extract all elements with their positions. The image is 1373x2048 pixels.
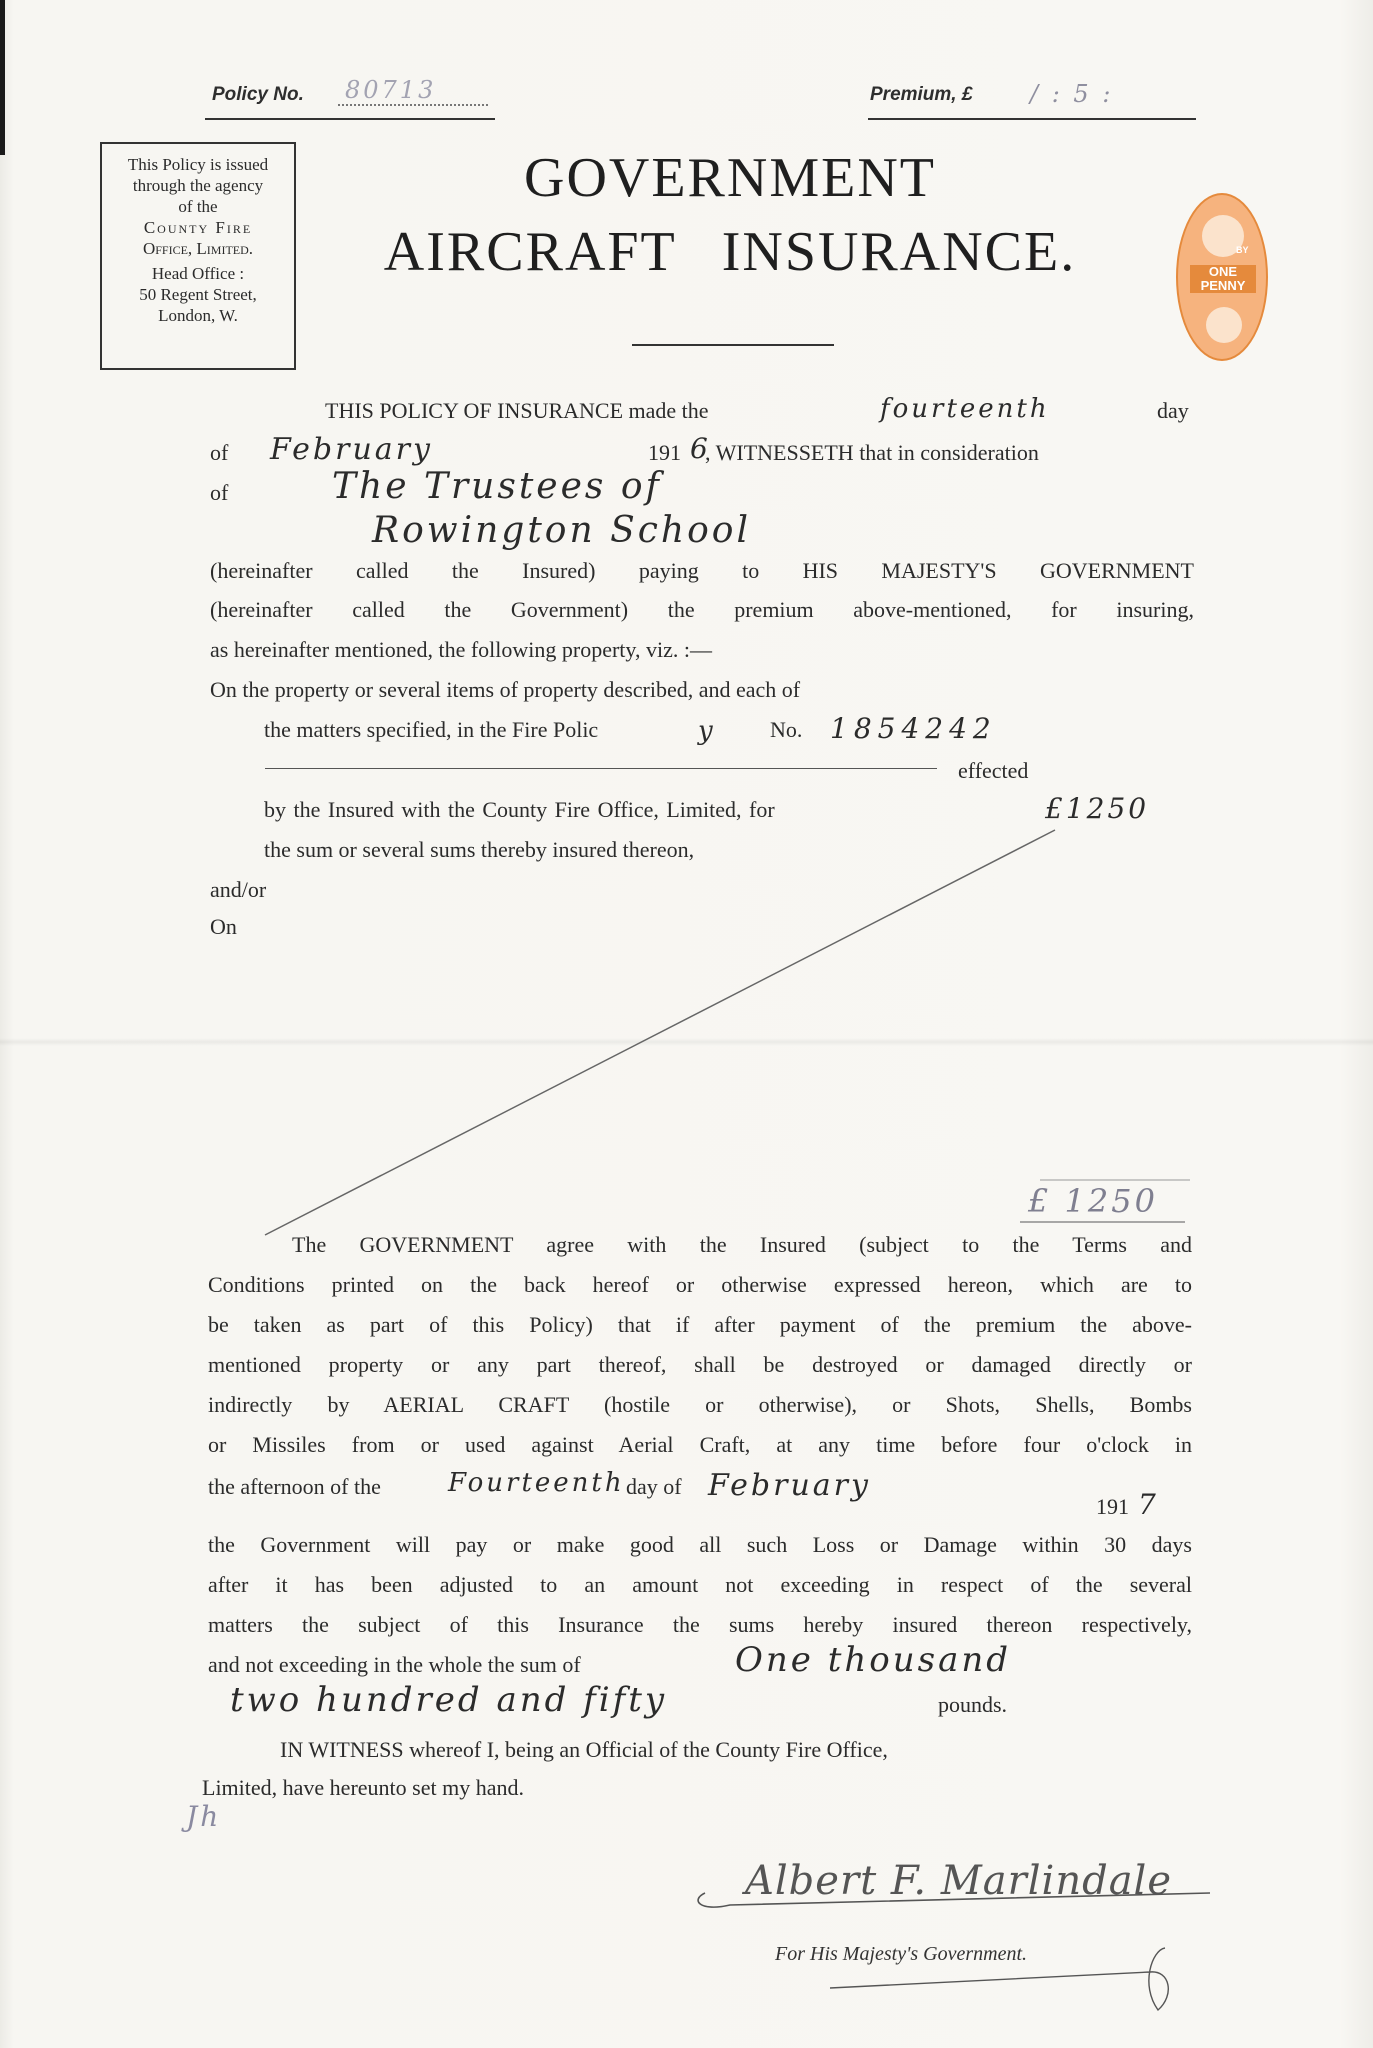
agreement-line: the Government will pay or make good all such Loss or Damage within 30 days (208, 1532, 1192, 1557)
of-label-1: of (210, 440, 229, 465)
agency-line: This Policy is issued (127, 155, 269, 174)
policy-number-label: Policy No. (212, 84, 304, 105)
on-label: On (210, 914, 237, 939)
afternoon-month-written: February (708, 1468, 871, 1503)
agreement-line: Conditions printed on the back hereof or otherwise expressed hereon, which are to (208, 1272, 1192, 1297)
month-written: February (270, 432, 433, 467)
insured-written-line2: Rowington School (372, 510, 751, 551)
agency-line: of the (178, 197, 218, 216)
afternoon-day-written: Fourteenth (448, 1468, 625, 1498)
title-line-1: GOVERNMENT (524, 147, 936, 209)
of-label-2: of (210, 480, 229, 505)
signature-underline (698, 1893, 1210, 1907)
agreement-line: indirectly by AERIAL CRAFT (hostile or otherwise), or Shots, Shells, Bombs (208, 1392, 1192, 1417)
agreement-line: The GOVERNMENT agree with the Insured (subject to the Terms and (292, 1232, 1192, 1257)
total-written: £ 1250 (1028, 1182, 1158, 1220)
agreement-line: matters the subject of this Insurance the sums hereby insured thereon respectively, (208, 1612, 1192, 1637)
witness-line-2: Limited, have hereunto set my hand. (202, 1775, 524, 1800)
policy-intro: THIS POLICY OF INSURANCE made the (325, 398, 709, 423)
year-prefix: 191 (648, 440, 681, 465)
on-property-line: On the property or several items of property described, and each of (210, 677, 801, 702)
premium-label: Premium, £ (870, 84, 973, 105)
matters-specified: the matters specified, in the Fire Polic (264, 717, 599, 742)
agency-city: London, W. (158, 306, 238, 325)
agency-line: through the agency (132, 176, 264, 195)
afternoon-prefix: the afternoon of the (208, 1474, 381, 1499)
insured-with-company-text: by the Insured with the County Fire Office, Limited, for (264, 797, 775, 822)
insured-definition: (hereinafter called the Insured) paying to HIS MAJESTY'S GOVERNMENT (210, 558, 1194, 583)
initials-mark: Jh (186, 1800, 222, 1833)
afternoon-day-of: day of (626, 1474, 682, 1499)
government-label: For His Majesty's Government. (775, 1943, 1028, 1965)
agreement-line: or Missiles from or used against Aerial Craft, at any time before four o'clock in (208, 1432, 1192, 1457)
property-intro: as hereinafter mentioned, the following property, viz. :— (210, 637, 712, 662)
fire-policy-no-label: No. (770, 717, 803, 742)
agreement-line: after it has been adjusted to an amount not exceeding in respect of the several (208, 1572, 1192, 1597)
witness-line-1-text: IN WITNESS whereof I, being an Official of the County Fire Office, (280, 1737, 888, 1762)
sum-written: £1250 (1045, 792, 1150, 825)
premium-value: / : 5 : (1030, 80, 1114, 108)
year-written: 6 (690, 432, 708, 465)
whole-sum-written-line1: One thousand (735, 1640, 1012, 1680)
agreement-line: be taken as part of this Policy) that if after payment of the premium the above- (208, 1312, 1192, 1337)
policy-number-value: 80713 (345, 76, 437, 104)
insured-written-line1: The Trustees of (332, 466, 662, 507)
afternoon-year-prefix: 191 (1096, 1494, 1129, 1519)
polic-y-written: y (698, 716, 713, 746)
day-word: day (1157, 398, 1189, 423)
pounds-label: pounds. (938, 1692, 1008, 1717)
stamp-value-text: ONE PENNY (1190, 265, 1256, 293)
whole-sum-prefix: and not exceeding in the whole the sum of (208, 1652, 581, 1677)
stamp-sub-text: BY (1236, 245, 1249, 255)
title-line-2: AIRCRAFT INSURANCE. (383, 221, 1077, 283)
sum-insured-line: the sum or several sums thereby insured thereon, (264, 837, 695, 862)
signature-written: Albert F. Marlindale (745, 1858, 1173, 1904)
agreement-line: mentioned property or any part thereof, shall be destroyed or damaged directly or (208, 1352, 1192, 1377)
witnesseth-text: , WITNESSETH that in consideration (705, 440, 1039, 465)
andor-label: and/or (210, 877, 267, 902)
agency-company: County Fire (143, 218, 253, 237)
government-definition: (hereinafter called the Government) the premium above-mentioned, for insuring, (210, 597, 1194, 622)
afternoon-year-written: 7 (1138, 1488, 1156, 1521)
agency-head-office: Head Office : (151, 264, 245, 283)
agency-address: 50 Regent Street, (139, 285, 257, 304)
fire-policy-number: 1854242 (830, 712, 997, 745)
whole-sum-written-line2: two hundred and fifty (230, 1680, 668, 1720)
agency-company-suffix: Office, Limited. (142, 239, 254, 258)
effected-label: effected (958, 758, 1029, 783)
day-written: fourteenth (880, 394, 1050, 424)
